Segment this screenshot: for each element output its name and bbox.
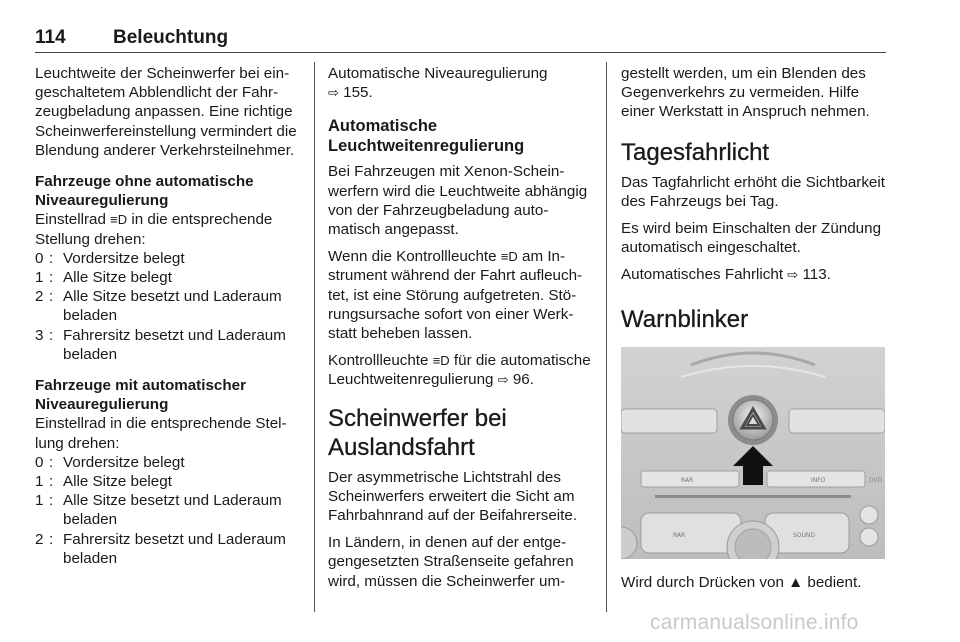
list-item: 0 : Vordersitze belegt <box>35 249 300 268</box>
button-label: SOUND <box>793 531 816 539</box>
item-text: Fahrersitz besetzt und Laderaum beladen <box>63 326 286 363</box>
column-1 <box>35 64 300 578</box>
list-item: 2 : Fahrersitz besetzt und Laderaum beladen <box>35 530 300 568</box>
heading-hazard-lights: Warnblinker <box>621 305 749 333</box>
paragraph: Es wird beim Einschalten der Zündung automatisch eingeschaltet. <box>621 220 882 257</box>
text-fragment: Einstellrad <box>35 211 111 229</box>
paragraph: In Ländern, in denen auf der entgegengesetzten Straßenseite gefahren wird, müssen die Scheinwerfer um- <box>328 534 574 590</box>
text-fragment: Automatisches Fahrlicht <box>621 266 788 284</box>
column-divider-2 <box>606 62 607 612</box>
item-number: 1 <box>35 269 44 287</box>
list-item: 1 : Alle Sitze belegt <box>35 268 300 287</box>
item-text: Alle Sitze besetzt und Laderaum beladen <box>63 492 282 529</box>
header-divider <box>35 52 886 53</box>
section-heading-with-leveling: Fahrzeuge mit automatischer Niveauregulierung <box>35 377 246 414</box>
section-text-without-leveling <box>35 210 300 248</box>
list-item: 3 : Fahrersitz besetzt und Laderaum beladen <box>35 326 300 364</box>
page-link[interactable]: 96. <box>512 371 534 389</box>
list-item: 1 : Alle Sitze besetzt und Laderaum beladen <box>35 491 300 529</box>
settings-list-without-leveling <box>35 249 300 364</box>
text-fragment: bedient. <box>803 573 862 591</box>
page-link[interactable]: 113. <box>802 266 831 284</box>
paragraph: Der asymmetrische Lichtstrahl des Scheinwerfers erweitert die Sicht am Fahrbahnrand auf der Beifahrerseite. <box>328 468 578 525</box>
text-fragment: Wenn die Kontrollleuchte <box>328 248 501 266</box>
item-number: 1 <box>35 492 44 510</box>
paragraph: gestellt werden, um ein Blenden des Gegenverkehrs zu vermeiden. Hilfe einer Werkstatt in Anspruch nehmen. <box>621 65 870 121</box>
text-fragment: für die automatische Leuchtweitenregulierung <box>328 352 591 389</box>
page-link[interactable]: 155. <box>343 84 373 102</box>
leveling-warning-icon: ≡D <box>500 249 518 265</box>
text-fragment: in die entsprechende Stellung drehen: <box>35 211 273 248</box>
arrow-right-icon: ⇨ <box>497 372 509 388</box>
item-text: Vordersitze belegt <box>63 453 185 471</box>
leveling-icon: ≡D <box>110 212 128 228</box>
list-item: 0 : Vordersitze belegt <box>35 453 300 472</box>
column-divider-1 <box>314 62 315 612</box>
hazard-warning-icon: ▲ <box>788 573 804 591</box>
item-number: 0 <box>35 249 44 267</box>
cross-reference <box>328 64 593 102</box>
page-title: Beleuchtung <box>113 27 229 48</box>
text-fragment: Wird durch Drücken von <box>621 573 789 591</box>
page-header <box>35 27 885 51</box>
hazard-switch-photo <box>621 347 885 559</box>
heading-headlights-abroad: Scheinwerfer bei Auslandsfahrt <box>328 404 507 461</box>
button-label: RAR <box>681 476 694 484</box>
text-fragment: Automatische Niveauregulierung <box>328 65 548 82</box>
text-fragment: Kontrollleuchte <box>328 352 433 370</box>
paragraph <box>621 265 886 284</box>
column-3 <box>621 64 886 600</box>
item-text: Alle Sitze belegt <box>63 269 172 287</box>
item-number: 2 <box>35 530 44 548</box>
item-number: 2 <box>35 288 44 306</box>
paragraph: Bei Fahrzeugen mit Xenon-Scheinwerfern wird die Leuchtweite abhängig von der Fahrzeugbeladung automatisch angepasst. <box>328 163 588 239</box>
photo-caption <box>621 573 886 592</box>
item-text: Vordersitze belegt <box>63 249 185 267</box>
button-label: DVD <box>869 476 883 484</box>
arrow-right-icon: ⇨ <box>787 267 799 283</box>
arrow-right-icon: ⇨ <box>328 85 339 101</box>
button-label: INFO <box>811 476 826 484</box>
heading-daytime-lights: Tagesfahrlicht <box>621 138 770 166</box>
item-text: Fahrersitz besetzt und Laderaum beladen <box>63 530 286 567</box>
text-fragment: am Instrument während der Fahrt aufleuchtet, ist eine Störung aufgetreten. Störungsursache sofort von einer Werkstatt beheben lassen. <box>328 248 583 343</box>
button-label: RAR <box>673 531 686 539</box>
leveling-warning-icon: ≡D <box>432 353 450 369</box>
item-number: 0 <box>35 453 44 471</box>
item-text: Alle Sitze besetzt und Laderaum beladen <box>63 288 282 325</box>
settings-list-with-leveling <box>35 453 300 568</box>
intro-paragraph: Leuchtweite der Scheinwerfer bei eingeschaltetem Abblendlicht der Fahrzeugbeladung anpassen. Eine richtige Scheinwerfereinstellung vermindert die Blendung anderer Verkehrsteilnehmer. <box>35 65 297 159</box>
watermark: carmanualsonline.info <box>650 611 859 634</box>
item-number: 1 <box>35 473 44 491</box>
column-2 <box>328 64 593 599</box>
list-item: 2 : Alle Sitze besetzt und Laderaum beladen <box>35 287 300 325</box>
section-heading-auto-leveling: Automatische Leuchtweitenregulierung <box>328 117 525 156</box>
section-heading-without-leveling: Fahrzeuge ohne automatische Niveauregulierung <box>35 173 254 210</box>
section-text-with-leveling: Einstellrad in die entsprechende Stellung drehen: <box>35 415 287 452</box>
item-text: Alle Sitze belegt <box>63 473 172 491</box>
list-item: 1 : Alle Sitze belegt <box>35 472 300 491</box>
paragraph <box>328 247 593 343</box>
paragraph: Das Tagfahrlicht erhöht die Sichtbarkeit des Fahrzeugs bei Tag. <box>621 173 885 210</box>
page-number: 114 <box>35 27 66 48</box>
item-number: 3 <box>35 326 44 344</box>
paragraph <box>328 351 593 389</box>
